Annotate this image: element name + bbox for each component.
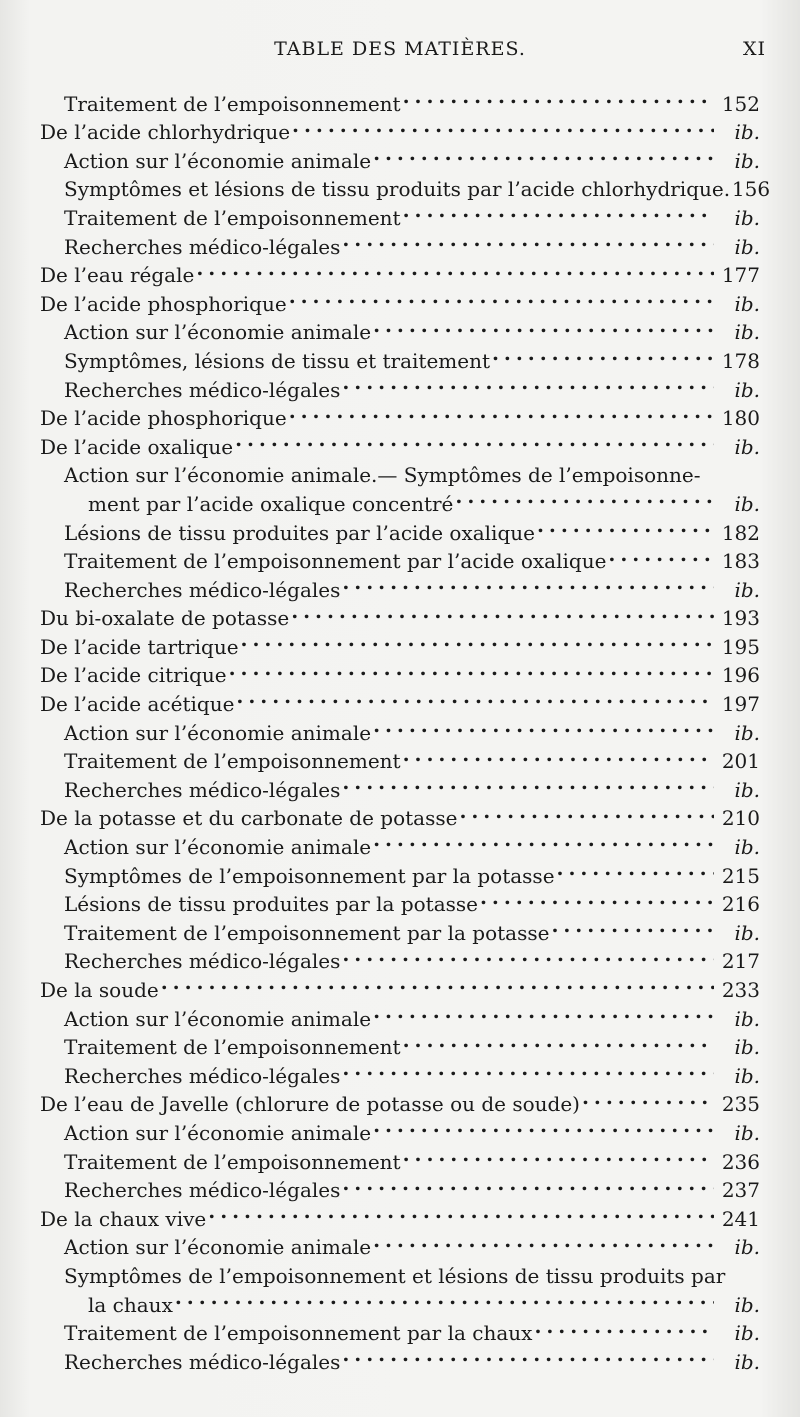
dot-leader (342, 940, 714, 969)
dot-leader (236, 682, 714, 711)
toc-entry (0, 597, 800, 631)
toc-entry-page: 215 (721, 863, 760, 888)
dot-leader (403, 1026, 714, 1055)
toc-entry-page: 196 (721, 663, 760, 688)
toc-entry-title: Action sur l’économie animale (64, 1235, 372, 1260)
toc-entry-title: Recherches médico-légales (64, 777, 341, 802)
toc-entry-page: 216 (721, 892, 760, 917)
toc-entry (0, 454, 800, 488)
toc-entry-page: 210 (721, 806, 760, 831)
toc-entry-title: Recherches médico-légales (64, 377, 341, 402)
toc-entry-page: ib. (734, 377, 760, 402)
dot-leader (342, 225, 714, 254)
page-title: TABLE DES MATIÈRES. (274, 38, 526, 60)
toc-entry (0, 768, 800, 802)
toc-entry-title: Symptômes de l’empoisonnement par la potasse (64, 863, 555, 888)
toc-entry (0, 254, 800, 288)
toc-entry-title: De l’acide chlorhydrique (40, 120, 291, 145)
toc-entry-page: ib. (734, 1321, 760, 1346)
toc-entry (0, 225, 800, 259)
toc-entry-page: ib. (734, 1035, 760, 1060)
toc-entry-page: ib. (734, 1235, 760, 1260)
toc-entry (0, 1140, 800, 1174)
toc-entry-page: 195 (721, 634, 760, 659)
toc-entry-title: Du bi-oxalate de potasse (40, 606, 290, 631)
toc-entry-title: Traitement de l’empoisonnement (64, 1035, 401, 1060)
dot-leader (608, 540, 714, 569)
toc-entry-page: ib. (734, 320, 760, 345)
dot-leader (229, 654, 714, 683)
dot-leader (403, 82, 714, 111)
toc-entry-title: Recherches médico-légales (64, 1063, 341, 1088)
toc-entry-title: Traitement de l’empoisonnement (64, 1149, 401, 1174)
toc-entry-title: Action sur l’économie animale.— Symptômes de l’empoisonne- (64, 463, 701, 488)
toc-entry-title: Action sur l’économie animale (64, 1006, 372, 1031)
toc-entry (0, 168, 800, 202)
toc-entry-title: Lésions de tissu produites par la potasse (64, 892, 478, 917)
toc-entry-title: De l’eau de Javelle (chlorure de potasse ou de soude) (40, 1092, 580, 1117)
toc-entry-page: ib. (734, 1063, 760, 1088)
toc-entry-title: Lésions de tissu produites par l’acide oxalique (64, 520, 535, 545)
toc-entry-page: ib. (734, 205, 760, 230)
page-folio: XI (742, 38, 766, 60)
toc-entry (0, 540, 800, 574)
toc-entry-page: 237 (721, 1178, 760, 1203)
toc-entry-page: 182 (721, 520, 760, 545)
toc-entry-page: 197 (721, 692, 760, 717)
toc-entry-title: Recherches médico-légales (64, 1178, 341, 1203)
toc-entry-page: ib. (734, 1292, 760, 1317)
dot-leader (492, 339, 714, 368)
toc-entry (0, 1111, 800, 1145)
dot-leader (289, 282, 714, 311)
table-of-contents (0, 82, 800, 1374)
toc-entry (0, 568, 800, 602)
toc-entry-title: Symptômes et lésions de tissu produits par l’acide chlorhydrique. (64, 177, 731, 202)
toc-entry-page: ib. (734, 577, 760, 602)
toc-entry-title: De l’acide phosphorique (40, 291, 287, 316)
toc-entry (0, 1197, 800, 1231)
toc-entry-page: 217 (721, 949, 760, 974)
toc-entry-title: Symptômes, lésions de tissu et traitement (64, 348, 490, 373)
toc-entry (0, 797, 800, 831)
toc-entry-page: 201 (721, 749, 760, 774)
dot-leader (373, 1111, 714, 1140)
toc-entry-title: ment par l’acide oxalique concentré (88, 491, 454, 516)
dot-leader (582, 1083, 714, 1112)
toc-entry-page: ib. (734, 1120, 760, 1145)
toc-entry-title: De la potasse et du carbonate de potasse (40, 806, 458, 831)
dot-leader (403, 196, 714, 225)
dot-leader (291, 597, 714, 626)
toc-entry (0, 883, 800, 917)
dot-leader (161, 968, 714, 997)
toc-entry-page: 177 (721, 263, 760, 288)
dot-leader (403, 740, 714, 769)
toc-entry-page: 178 (721, 348, 760, 373)
toc-entry-page: ib. (734, 1349, 760, 1374)
toc-entry-title: Traitement de l’empoisonnement par l’acide oxalique (64, 549, 607, 574)
dot-leader (373, 1226, 714, 1255)
toc-entry (0, 311, 800, 345)
toc-entry (0, 397, 800, 431)
toc-entry-page: ib. (734, 720, 760, 745)
toc-entry-title: Action sur l’économie animale (64, 320, 372, 345)
toc-entry-title: Action sur l’économie animale (64, 720, 372, 745)
dot-leader (403, 1140, 714, 1169)
dot-leader (342, 368, 714, 397)
toc-entry (0, 82, 800, 116)
toc-entry (0, 196, 800, 230)
toc-entry-title: De l’acide phosphorique (40, 406, 287, 431)
dot-leader (459, 797, 714, 826)
toc-entry-page: ib. (734, 835, 760, 860)
toc-entry-title: Recherches médico-légales (64, 577, 341, 602)
toc-entry (0, 282, 800, 316)
toc-entry (0, 1169, 800, 1203)
toc-entry (0, 711, 800, 745)
toc-entry (0, 1226, 800, 1260)
toc-entry-title: Action sur l’économie animale (64, 835, 372, 860)
toc-entry-title: Recherches médico-légales (64, 1349, 341, 1374)
toc-entry (0, 1026, 800, 1060)
toc-entry-title: Recherches médico-légales (64, 949, 341, 974)
toc-entry (0, 139, 800, 173)
toc-entry-page: ib. (734, 120, 760, 145)
running-header (0, 36, 800, 66)
toc-entry-page: 180 (721, 406, 760, 431)
toc-entry (0, 511, 800, 545)
toc-entry-page: 233 (721, 978, 760, 1002)
dot-leader (342, 1340, 714, 1369)
dot-leader (342, 1169, 714, 1198)
dot-leader (551, 911, 714, 940)
toc-entry-title: la chaux (88, 1292, 173, 1317)
toc-entry (0, 339, 800, 373)
toc-entry-title: Recherches médico-légales (64, 234, 341, 259)
toc-entry-title: Symptômes de l’empoisonnement et lésions de tissu produits par (64, 1263, 726, 1288)
toc-entry (0, 854, 800, 888)
dot-leader (241, 625, 714, 654)
toc-entry-page: ib. (734, 234, 760, 259)
dot-leader (455, 482, 714, 511)
toc-entry-page: 156 (731, 177, 771, 202)
dot-leader (373, 311, 714, 340)
dot-leader (175, 1283, 714, 1312)
toc-entry-title: Traitement de l’empoisonnement (64, 749, 401, 774)
toc-entry (0, 625, 800, 659)
dot-leader (373, 711, 714, 740)
toc-entry-page: 235 (721, 1092, 760, 1117)
toc-entry-page: 152 (721, 91, 760, 116)
dot-leader (235, 425, 714, 454)
dot-leader (480, 883, 714, 912)
toc-entry (0, 1283, 800, 1317)
toc-entry (0, 1312, 800, 1346)
toc-entry-title: De la soude (40, 978, 159, 1002)
dot-leader (208, 1197, 714, 1226)
toc-entry-page: ib. (734, 148, 760, 173)
toc-entry-title: Action sur l’économie animale (64, 148, 372, 173)
toc-entry-page: 241 (721, 1206, 760, 1231)
dot-leader (292, 111, 714, 140)
dot-leader (342, 568, 714, 597)
toc-entry (0, 1340, 800, 1374)
toc-entry-page: ib. (734, 777, 760, 802)
dot-leader (534, 1312, 714, 1341)
toc-entry-title: De l’eau régale (40, 263, 195, 288)
dot-leader (342, 768, 714, 797)
toc-entry (0, 482, 800, 516)
toc-entry-page: ib. (734, 291, 760, 316)
toc-entry (0, 1254, 800, 1288)
toc-entry-page: 183 (721, 549, 760, 574)
toc-entry-title: Traitement de l’empoisonnement par la potasse (64, 920, 550, 945)
toc-entry-title: Traitement de l’empoisonnement par la chaux (64, 1321, 533, 1346)
toc-entry-title: Action sur l’économie animale (64, 1120, 372, 1145)
toc-entry (0, 682, 800, 717)
toc-entry-page: 193 (721, 606, 760, 631)
toc-entry (0, 368, 800, 402)
toc-entry (0, 825, 800, 860)
toc-entry (0, 997, 800, 1031)
dot-leader (537, 511, 714, 540)
toc-entry-page: 236 (721, 1149, 760, 1174)
dot-leader (373, 825, 714, 854)
toc-entry-title: Traitement de l’empoisonnement (64, 205, 401, 230)
toc-entry (0, 740, 800, 774)
toc-entry-title: De l’acide oxalique (40, 434, 234, 459)
dot-leader (196, 254, 714, 283)
toc-entry-title: De l’acide acétique (40, 692, 235, 717)
toc-entry (0, 1054, 800, 1088)
toc-entry-page: ib. (734, 434, 760, 459)
dot-leader (373, 139, 714, 168)
toc-entry (0, 111, 800, 145)
toc-entry (0, 940, 800, 974)
toc-entry-title: De la chaux vive (40, 1206, 207, 1231)
toc-entry-title: Traitement de l’empoisonnement (64, 91, 401, 116)
dot-leader (373, 997, 714, 1026)
toc-entry-page: ib. (734, 920, 760, 945)
toc-entry-title: De l’acide tartrique (40, 634, 239, 659)
toc-entry-page: ib. (734, 1006, 760, 1031)
toc-entry (0, 1083, 800, 1117)
dot-leader (557, 854, 714, 883)
toc-entry (0, 654, 800, 688)
toc-entry-title: De l’acide citrique (40, 663, 227, 688)
toc-entry (0, 425, 800, 459)
dot-leader (289, 397, 714, 426)
dot-leader (342, 1054, 714, 1083)
toc-entry (0, 968, 800, 1002)
toc-entry (0, 911, 800, 945)
toc-entry-page: ib. (734, 491, 760, 516)
